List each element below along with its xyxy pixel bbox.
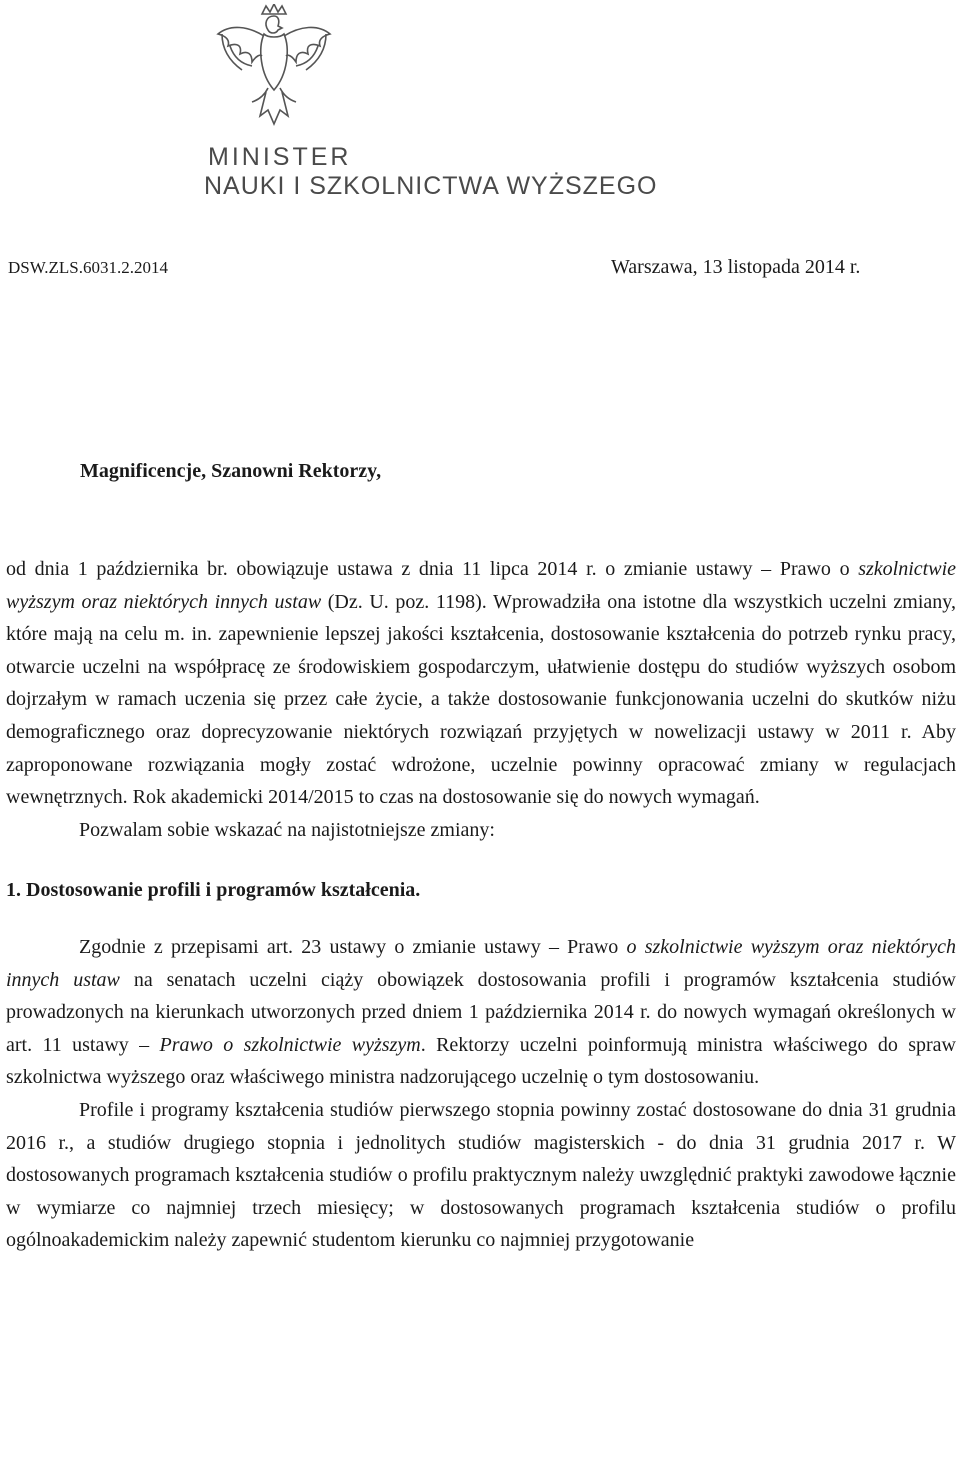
eagle-emblem-icon xyxy=(212,4,336,136)
act-title-italic: o szkolnictwie wyższym oraz niektórych innych ustaw xyxy=(6,935,956,991)
paragraph-text: Zgodnie z przepisami art. 23 ustawy o zmianie ustawy – Prawo xyxy=(79,935,627,958)
paragraph-art-23 xyxy=(6,931,956,1094)
salutation: Magnificencje, Szanowni Rektorzy, xyxy=(80,460,382,482)
paragraph-changes-intro: Pozwalam sobie wskazać na najistotniejsze zmiany: xyxy=(79,818,495,841)
paragraph-text: od dnia 1 października br. obowiązuje ustawa z dnia 11 lipca 2014 r. o zmianie ustawy – Prawo o xyxy=(6,558,859,580)
letter-date: Warszawa, 13 listopada 2014 r. xyxy=(611,256,861,278)
paragraph-text: (Dz. U. poz. 1198). Wprowadziła ona istotne dla wszystkich uczelni zmiany, które mają na celu m. in. zapewnienie lepszej jakości kształcenia, dostosowanie kształcenia do potrzeb rynku pracy, otwarcie uczelni na współpracę ze środowiskiem gospodarczym, ułatwienie dostępu do studiów wyższych osobom dojrzałym w ramach uczenia się przez całe życie, a także dostosowanie funkcjonowania uczelni do skutków niżu demograficznego oraz doprecyzowanie niektórych rozwiązań przyjętych w nowelizacji ustawy w 2011 r. Aby zaproponowane rozwiązania mogły zostać wdrożone, uczelnie powinny opracować zmiany w regulacjach wewnętrznych. Rok akademicki 2014/2015 to czas na dostosowanie się do nowych wymagań. xyxy=(6,590,956,809)
paragraph-deadlines: Profile i programy kształcenia studiów pierwszego stopnia powinny zostać dostosowane do dnia 31 grudnia 2016 r., a studiów drugiego stopnia i jednolitych studiów magisterskich - do dnia 31 grudnia 2017 r. W dostosowanych programach kształcenia studiów o profilu praktycznym należy uwzględnić praktyki zawodowe łącznie w wymiarze co najmniej trzech miesięcy; w dostosowanych programach kształcenia studiów o profilu ogólnoakademickim należy zapewnić studentom kierunku co najmniej przygotowanie xyxy=(6,1098,956,1252)
paragraph-text: . Rektorzy uczelni poinformują ministra właściwego do spraw szkolnictwa wyższego oraz właściwego ministra nadzorującego uczelnię o tym dostosowaniu. xyxy=(6,1033,956,1089)
letter-body xyxy=(6,553,956,1257)
ministry-title: MINISTER xyxy=(208,143,352,171)
act-title-italic: szkolnictwie wyższym oraz niektórych innych ustaw xyxy=(6,558,956,613)
ministry-subtitle: NAUKI I SZKOLNICTWA WYŻSZEGO xyxy=(204,172,658,200)
paragraph-intro xyxy=(6,553,956,814)
section-heading: 1. Dostosowanie profili i programów kształcenia. xyxy=(6,879,421,902)
act-title-italic: Prawo o szkolnictwie wyższym xyxy=(159,1033,421,1056)
reference-number: DSW.ZLS.6031.2.2014 xyxy=(8,258,168,277)
ministry-logo xyxy=(206,144,658,202)
paragraph-text: na senatach uczelni ciąży obowiązek dostosowania profili i programów kształcenia studiów prowadzonych na kierunkach utworzonych przed dniem 1 października 2014 r. do nowych wymagań określonych w art. 11 ustawy – xyxy=(6,968,956,1056)
